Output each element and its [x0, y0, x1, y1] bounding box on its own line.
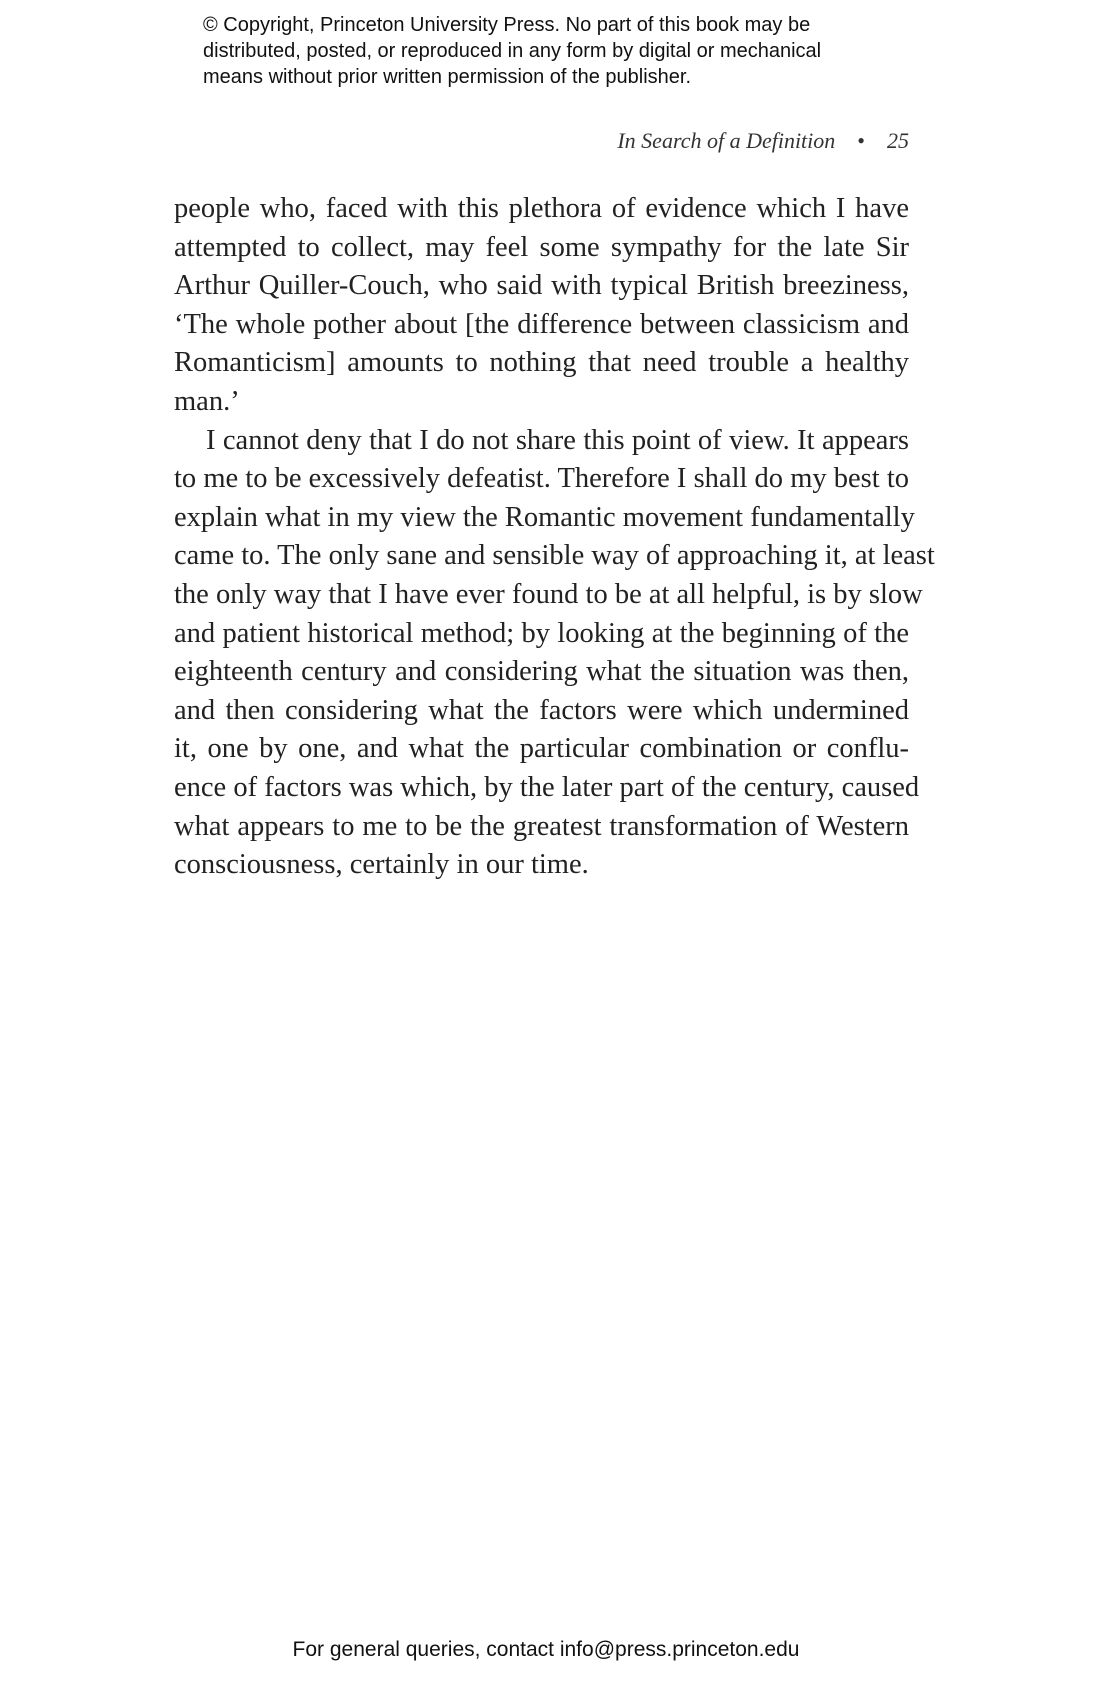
page-number: 25: [887, 128, 909, 153]
text-line: eighteenth century and considering what the situation was then,: [174, 656, 909, 688]
text-line: I cannot deny that I do not share this point of view. It appears: [206, 424, 909, 456]
copyright-line: © Copyright, Princeton University Press. No part of this book may be: [203, 14, 811, 36]
separator-bullet: •: [857, 128, 865, 153]
footer-contact: For general queries, contact info@press.princeton.edu: [292, 1638, 800, 1661]
body-text: [174, 190, 935, 885]
text-line: consciousness, certainly in our time.: [174, 849, 589, 881]
paragraph: [174, 422, 935, 885]
text-line: explain what in my view the Romantic movement fundamentally: [174, 501, 915, 533]
text-line: man.’: [174, 385, 240, 417]
text-line: people who, faced with this plethora of evidence which I have: [174, 193, 909, 224]
paragraph: [174, 190, 909, 422]
text-line: what appears to me to be the greatest transformation of Western: [174, 810, 909, 842]
text-line: and patient historical method; by looking at the beginning of the: [174, 617, 909, 649]
text-line: came to. The only sane and sensible way of approaching it, at least: [174, 540, 935, 572]
text-line: and then considering what the factors were which undermined: [174, 694, 909, 726]
text-line: the only way that I have ever found to be at all helpful, is by slow: [174, 578, 923, 610]
text-line: it, one by one, and what the particular combination or conflu-: [174, 733, 909, 765]
copyright-line: means without prior written permission of the publisher.: [203, 66, 692, 88]
text-line: to me to be excessively defeatist. Therefore I shall do my best to: [174, 463, 909, 495]
text-line: attempted to collect, may feel some sympathy for the late Sir: [174, 231, 909, 263]
copyright-notice: [203, 12, 923, 90]
running-head: [617, 128, 909, 154]
chapter-title: In Search of a Definition: [617, 128, 836, 153]
copyright-line: distributed, posted, or reproduced in any form by digital or mechanical: [203, 40, 822, 62]
text-line: Romanticism] amounts to nothing that need trouble a healthy: [174, 347, 909, 379]
text-line: ‘The whole pother about [the difference between classicism and: [174, 308, 909, 340]
text-line: ence of factors was which, by the later part of the century, caused: [174, 771, 920, 803]
text-line: Arthur Quiller-Couch, who said with typical British breeziness,: [174, 270, 909, 302]
